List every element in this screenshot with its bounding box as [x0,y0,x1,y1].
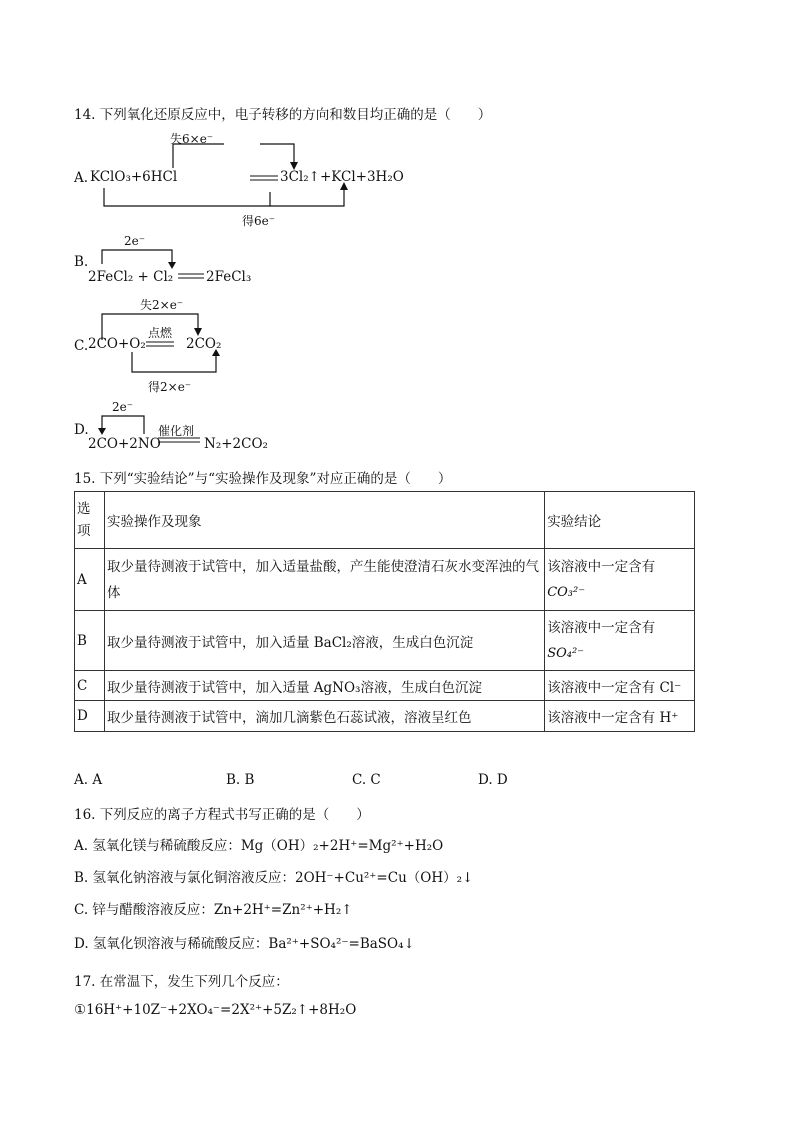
products: 2CO₂ [186,336,222,352]
option-label: D. [74,422,89,438]
electron-lost-label: 失2×e⁻ [140,298,184,312]
q16-option-c: C. 锌与醋酸溶液反应：Zn+2H⁺=Zn²⁺+H₂↑ [74,902,353,918]
q16-option-b: B. 氢氧化钠溶液与氯化铜溶液反应：2OH⁻+Cu²⁺=Cu（OH）₂↓ [74,870,474,886]
electron-lost-label: 失6×e⁻ [170,132,214,146]
table-row [75,701,695,732]
row-conclusion: 该溶液中一定含有 H⁺ [545,701,695,732]
q17-equation-1: ①16H⁺+10Z⁻+2XO₄⁻=2X²⁺+5Z₂↑+8H₂O [74,1002,357,1018]
ion-formula: CO₃²⁻ [547,584,586,600]
q14-option-a [74,128,434,228]
q14-option-b [74,232,374,290]
conclusion-text: 该溶液中一定含有 [547,619,656,636]
q17-stem: 17. 在常温下，发生下列几个反应： [74,974,289,990]
reactants: 2FeCl₂ + Cl₂ [88,269,174,285]
condition-label: 催化剂 [158,424,195,438]
products: 3Cl₂↑+KCl+3H₂O [280,169,404,185]
row-option: B [75,611,105,671]
table-row [75,671,695,701]
q16-stem: 16. 下列反应的离子方程式书写正确的是（ ） [74,807,370,823]
table-row [75,611,695,671]
electron-gained-label: 得6e⁻ [242,214,276,228]
q15-stem: 15. 下列“实验结论”与“实验操作及现象”对应正确的是（ ） [74,471,452,487]
option-label: B. [74,254,89,270]
table-header-row [75,492,695,549]
reactants: 2CO+O₂ [88,336,146,352]
row-option: A [75,549,105,611]
condition-label: 点燃 [148,326,173,340]
option-label: C. [74,338,89,354]
electron-gained-label: 得2×e⁻ [148,380,192,394]
row-option: C [75,671,105,701]
row-option: D [75,701,105,732]
table-row [75,549,695,611]
conclusion-text: 该溶液中一定含有 [547,558,656,575]
option-label: A. [74,170,89,186]
header-conclusion: 实验结论 [545,492,695,549]
row-operation: 取少量待测液于试管中，加入适量盐酸，产生能使澄清石灰水变浑浊的气体 [104,549,544,611]
reactants: 2CO+2NO [88,436,161,452]
choice-b: B. B [226,772,255,788]
header-operation: 实验操作及现象 [104,492,544,549]
products: N₂+2CO₂ [204,436,268,452]
row-operation: 取少量待测液于试管中，加入适量 BaCl₂溶液，生成白色沉淀 [104,611,544,671]
q14-option-d [74,398,374,458]
experiment-table [74,491,695,732]
choice-d: D. D [478,772,508,788]
row-operation: 取少量待测液于试管中，加入适量 AgNO₃溶液，生成白色沉淀 [104,671,544,701]
reactants: KClO₃+6HCl [90,169,178,185]
header-option: 选项 [75,492,105,549]
q14-option-c [74,294,374,394]
choice-a: A. A [74,772,103,788]
row-conclusion [545,611,695,671]
row-conclusion [545,549,695,611]
q14-stem: 14. 下列氧化还原反应中，电子转移的方向和数目均正确的是（ ） [74,107,492,123]
row-operation: 取少量待测液于试管中，滴加几滴紫色石蕊试液，溶液呈红色 [104,701,544,732]
ion-formula: SO₄²⁻ [547,645,585,661]
electron-label: 2e⁻ [124,234,146,248]
q16-option-a: A. 氢氧化镁与稀硫酸反应：Mg（OH）₂+2H⁺=Mg²⁺+H₂O [74,838,444,854]
electron-label: 2e⁻ [112,400,134,414]
row-conclusion: 该溶液中一定含有 Cl⁻ [545,671,695,701]
products: 2FeCl₃ [206,269,252,285]
q16-option-d: D. 氢氧化钡溶液与稀硫酸反应：Ba²⁺+SO₄²⁻=BaSO₄↓ [74,936,415,952]
choice-c: C. C [352,772,381,788]
